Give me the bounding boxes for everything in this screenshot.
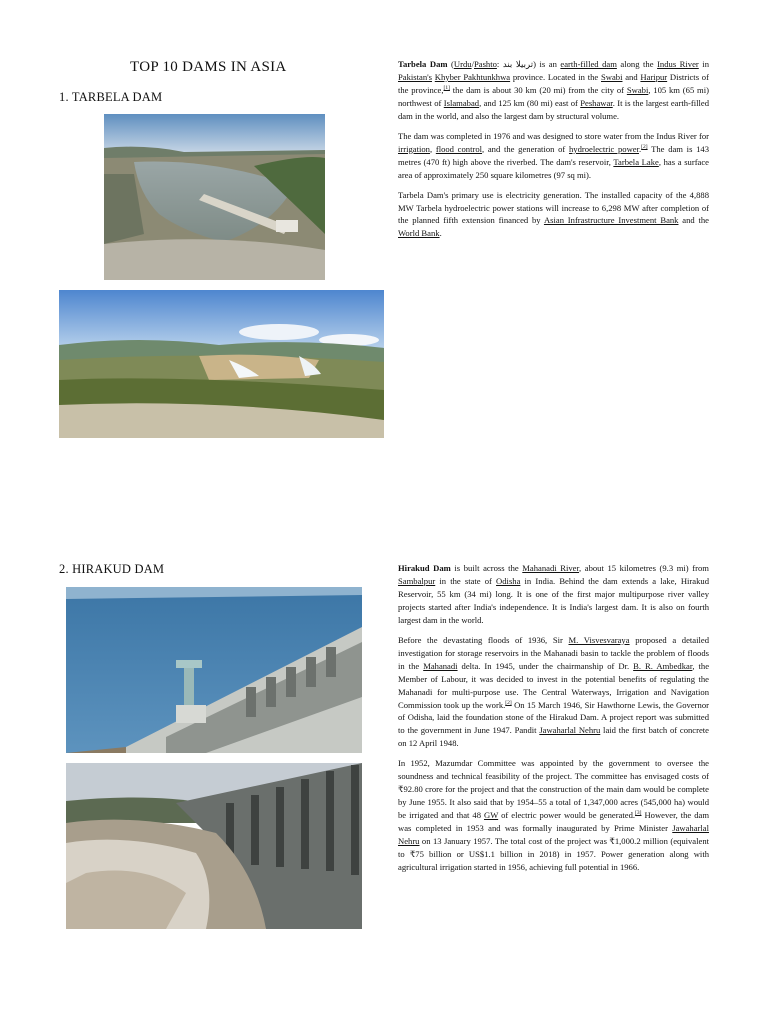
text-run: On 15 March 1946, Sir Hawthorne Lewis, the Governor of Odisha, laid the foundation stone of the Hirakud Dam. A project report was submitted to the government in June 1947. Pandit xyxy=(398,699,709,736)
text-run: , xyxy=(429,143,436,154)
hirakud-dam-wall-photo xyxy=(66,587,362,753)
text-run: ) is an xyxy=(533,59,561,69)
link-text[interactable]: GW xyxy=(483,810,499,821)
hirakud-spillway-photo xyxy=(66,763,362,929)
link-text[interactable]: [2] xyxy=(505,699,512,706)
link-text[interactable]: earth-filled dam xyxy=(560,59,617,69)
link-text[interactable]: Asian Infrastructure Investment Bank xyxy=(543,215,679,226)
tarbela-paragraph-1 xyxy=(398,58,709,123)
tarbela-paragraph-3 xyxy=(398,189,709,241)
link-text[interactable]: Tarbela Lake xyxy=(613,156,659,167)
text-run: delta. In 1945, under the chairmanship of Dr. xyxy=(457,660,634,671)
text-run: and xyxy=(622,71,641,82)
link-text[interactable]: [3] xyxy=(635,810,642,817)
text-run: province. Located in the xyxy=(510,71,601,82)
link-text[interactable]: Urdu xyxy=(453,59,472,69)
link-text[interactable]: Peshawar xyxy=(580,97,613,108)
link-text[interactable]: B. R. Ambedkar xyxy=(633,660,693,671)
text-run: , the Member of Labour, it was decided to invest in the potential benefits of regulating the Mahanadi for multi-purpose use. The Central Waterways, Irrigation and Navigation Commission took up the work. xyxy=(398,660,710,710)
link-text[interactable]: [1] xyxy=(443,85,450,92)
link-text[interactable]: Pakistan's xyxy=(398,71,433,82)
hirakud-paragraph-2 xyxy=(398,634,709,751)
text-run: on 13 January 1957. The total cost of the project was ₹1,000.2 million (equivalent to ₹75 billion or US$1.1 billion in 2018) in 1957. Power generation along with agricultural irrigation started in 1956, achieving full potential in 1966. xyxy=(398,836,709,872)
link-text[interactable]: Haripur xyxy=(640,71,668,82)
page-title: TOP 10 DAMS IN ASIA xyxy=(130,59,287,75)
hirakud-text xyxy=(398,562,709,881)
text-run: in the state of xyxy=(435,575,497,586)
text-run: along the xyxy=(616,59,658,69)
section-heading-tarbela: 1. TARBELA DAM xyxy=(59,90,163,104)
tarbela-spillway-photo xyxy=(59,290,384,438)
link-text[interactable]: Swabi xyxy=(601,71,623,82)
text-run: However, the dam was completed in 1953 and was formally inaugurated by Prime Minister xyxy=(398,810,709,834)
link-text[interactable]: Mahanadi River xyxy=(522,563,579,573)
text-run: , has a surface area of approximately 250 square kilometres (97 sq mi). xyxy=(398,156,710,180)
text-run: , and 125 km (80 mi) east of xyxy=(479,97,581,108)
link-text[interactable]: hydroelectric power xyxy=(568,143,640,154)
link-text[interactable]: Jawaharlal Nehru xyxy=(398,823,709,847)
hirakud-paragraph-1 xyxy=(398,562,709,627)
text-run: in India. Behind the dam extends a lake, Hirakud Reservoir, 55 km (34 mi) long. It is one of the first major multipurpose river valley projects started after India's independence. It is India's largest dam. It is also on fourth largest dam in the world. xyxy=(398,575,709,625)
bold-term: Tarbela Dam xyxy=(398,59,448,69)
text-run: ( xyxy=(447,59,454,69)
text-run: Before the devastating floods of 1936, Sir xyxy=(398,634,569,645)
link-text[interactable]: [2] xyxy=(641,143,648,150)
text-run: the dam is about 30 km (20 mi) from the city of xyxy=(449,84,627,95)
tarbela-text xyxy=(398,58,709,247)
tarbela-paragraph-2 xyxy=(398,130,709,182)
text-run: Districts of the province, xyxy=(398,71,709,95)
text-run: : xyxy=(496,59,503,69)
text-run: In 1952, Mazumdar Committee was appointed by the government to oversee the soundness and technical feasibility of the project. The committee has envisaged costs of ₹92.80 crore for the project and that the construction of the main dam would be complete by June 1955. It also said that by 1954–55 a total of 1,347,000 acres (545,000 ha) would be irrigated and that 48 xyxy=(398,758,709,821)
text-run: / xyxy=(471,59,474,69)
text-run: . xyxy=(639,143,642,154)
text-run: , and the generation of xyxy=(482,143,569,154)
text-run: Tarbela Dam's primary use is electricity generation. The installed capacity of the 4,888 MW Tarbela hydroelectric power stations will increase to 6,298 MW after completion of the planned fifth extension financed by xyxy=(398,189,709,226)
link-text[interactable]: Khyber Pakhtunkhwa xyxy=(434,71,511,82)
text-run: proposed a detailed investigation for storage reservoirs in the Mahanadi basin to tackle the problem of floods in the xyxy=(398,634,709,671)
text-run: , 105 km (65 mi) northwest of xyxy=(398,84,709,108)
text-run: The dam was completed in 1976 and was designed to store water from the Indus River for xyxy=(398,130,709,141)
link-text[interactable]: Mahanadi xyxy=(423,660,458,671)
link-text[interactable]: Sambalpur xyxy=(398,575,436,586)
text-run: and the xyxy=(678,215,709,226)
bold-term: Hirakud Dam xyxy=(398,563,451,573)
link-text[interactable]: flood control xyxy=(435,143,483,154)
text-run: of electric power would be generated. xyxy=(498,810,636,821)
link-text[interactable]: Indus River xyxy=(657,59,699,69)
link-text[interactable]: Jawaharlal Nehru xyxy=(539,725,601,736)
text-run: The dam is 143 metres (470 ft) high above the riverbed. The dam's reservoir, xyxy=(398,143,709,167)
text-run: , about 15 kilometres (9.3 mi) from xyxy=(579,563,709,573)
text-run: laid the first batch of concrete on 12 April 1948. xyxy=(398,725,709,749)
link-text[interactable]: M. Visvesvaraya xyxy=(568,634,630,645)
link-text[interactable]: Swabi xyxy=(626,84,649,95)
link-text[interactable]: Pashto xyxy=(473,59,497,69)
link-text[interactable]: Islamabad xyxy=(443,97,480,108)
hirakud-paragraph-3 xyxy=(398,757,709,874)
link-text[interactable]: World Bank xyxy=(398,228,440,239)
section-heading-hirakud: 2. HIRAKUD DAM xyxy=(59,562,165,576)
text-run: . It is the largest earth-filled dam in the world, and also the largest dam by structural volume. xyxy=(398,97,710,121)
text-run: in xyxy=(698,59,709,69)
link-text[interactable]: irrigation xyxy=(398,143,430,154)
text-run: تربیلا بند xyxy=(502,59,534,69)
link-text[interactable]: Odisha xyxy=(496,575,521,586)
tarbela-reservoir-photo xyxy=(104,114,325,280)
text-run: is built across the xyxy=(450,563,523,573)
text-run: . xyxy=(439,228,442,239)
